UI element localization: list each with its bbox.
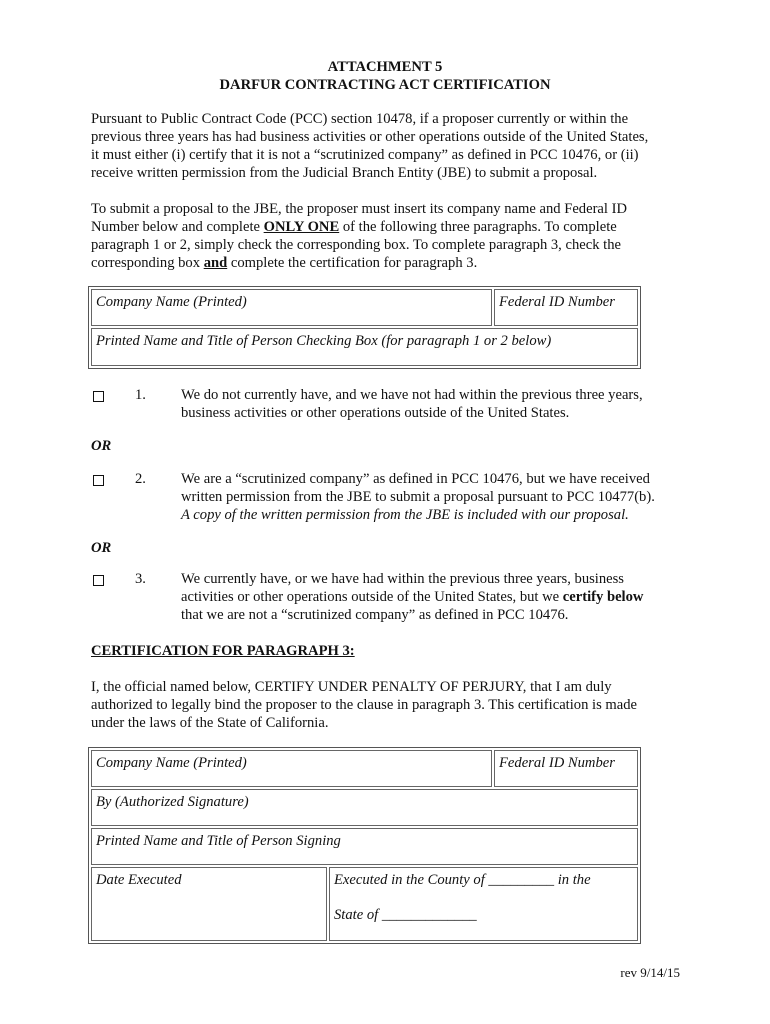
field-label: Printed Name and Title of Person Checking Box (for paragraph 1 or 2 below) (96, 333, 552, 349)
text-line: it must either (i) certify that it is not a “scrutinized company” as defined in PCC 10476, or (ii) (91, 147, 639, 163)
field-label: By (Authorized Signature) (96, 794, 249, 810)
option-1-number: 1. (135, 387, 146, 403)
text-line (91, 218, 681, 236)
intro-paragraph-2 (91, 200, 681, 272)
text-run: Number below and complete (91, 219, 264, 235)
federal-id-field[interactable] (494, 750, 638, 787)
document-title: DARFUR CONTRACTING ACT CERTIFICATION (219, 77, 551, 93)
text-line: We are a “scrutinized company” as defined in PCC 10476, but we have received (181, 471, 650, 487)
text-line: We currently have, or we have had within the previous three years, business (181, 571, 624, 587)
field-label: State of _____________ (334, 907, 477, 923)
revision-date: rev 9/14/15 (620, 965, 680, 980)
or-separator: OR (91, 438, 112, 454)
option-3-number: 3. (135, 571, 146, 587)
field-label: Executed in the County of _________ in the (334, 872, 591, 888)
text-line: that we are not a “scrutinized company” as defined in PCC 10476. (181, 607, 569, 623)
text-line (181, 588, 681, 606)
emphasis-and: and (203, 255, 228, 271)
intro-paragraph-1 (91, 110, 681, 182)
executed-county-field[interactable] (329, 867, 638, 941)
text-run: activities or other operations outside of the United States, but we (181, 589, 563, 605)
text-line: business activities or other operations outside of the United States. (181, 405, 570, 421)
text-line (91, 254, 681, 272)
field-label: Company Name (Printed) (96, 294, 247, 310)
text-line: receive written permission from the Judicial Branch Entity (JBE) to submit a proposal. (91, 165, 598, 181)
certification-paragraph (91, 678, 681, 732)
option-2-checkbox[interactable] (93, 475, 104, 486)
text-run: complete the certification for paragraph 3. (227, 255, 478, 271)
authorized-signature-field[interactable] (91, 789, 638, 826)
text-line: Pursuant to Public Contract Code (PCC) section 10478, if a proposer currently or within the (91, 111, 629, 127)
text-line: written permission from the JBE to submit a proposal pursuant to PCC 10477(b). (181, 489, 655, 505)
field-label: Federal ID Number (499, 294, 615, 310)
company-info-table (88, 286, 641, 369)
or-separator: OR (91, 540, 112, 556)
date-executed-field[interactable] (91, 867, 327, 941)
emphasis-certify-below: certify below (562, 589, 644, 605)
field-label: Company Name (Printed) (96, 755, 247, 771)
attachment-title: ATTACHMENT 5 (327, 59, 443, 75)
text-line: To submit a proposal to the JBE, the proposer must insert its company name and Federal ID (91, 201, 628, 217)
federal-id-field[interactable] (494, 289, 638, 326)
certification-table (88, 747, 641, 944)
company-name-field[interactable] (91, 750, 492, 787)
text-line: authorized to legally bind the proposer to the clause in paragraph 3. This certification is made (91, 697, 638, 713)
printed-name-checking-field[interactable] (91, 328, 638, 366)
option-3-text (181, 570, 681, 624)
option-2-number: 2. (135, 471, 146, 487)
text-line: A copy of the written permission from the JBE is included with our proposal. (181, 507, 629, 523)
text-run: of the following three paragraphs. To complete (339, 219, 617, 235)
text-run: corresponding box (91, 255, 204, 271)
text-line: We do not currently have, and we have not had within the previous three years, (181, 387, 643, 403)
company-name-field[interactable] (91, 289, 492, 326)
printed-name-signing-field[interactable] (91, 828, 638, 865)
option-1-text (181, 386, 681, 422)
text-line: I, the official named below, CERTIFY UNDER PENALTY OF PERJURY, that I am duly (91, 679, 612, 695)
certification-heading: CERTIFICATION FOR PARAGRAPH 3: (91, 643, 355, 659)
option-1-checkbox[interactable] (93, 391, 104, 402)
text-line: previous three years has had business activities or other operations outside of the United States, (91, 129, 649, 145)
field-label: Date Executed (96, 872, 182, 888)
field-label: Printed Name and Title of Person Signing (96, 833, 341, 849)
text-line: under the laws of the State of California. (91, 715, 329, 731)
field-label: Federal ID Number (499, 755, 615, 771)
option-2-text (181, 470, 681, 524)
option-3-checkbox[interactable] (93, 575, 104, 586)
emphasis-only-one: ONLY ONE (263, 219, 340, 235)
text-line: paragraph 1 or 2, simply check the corresponding box. To complete paragraph 3, check the (91, 237, 621, 253)
